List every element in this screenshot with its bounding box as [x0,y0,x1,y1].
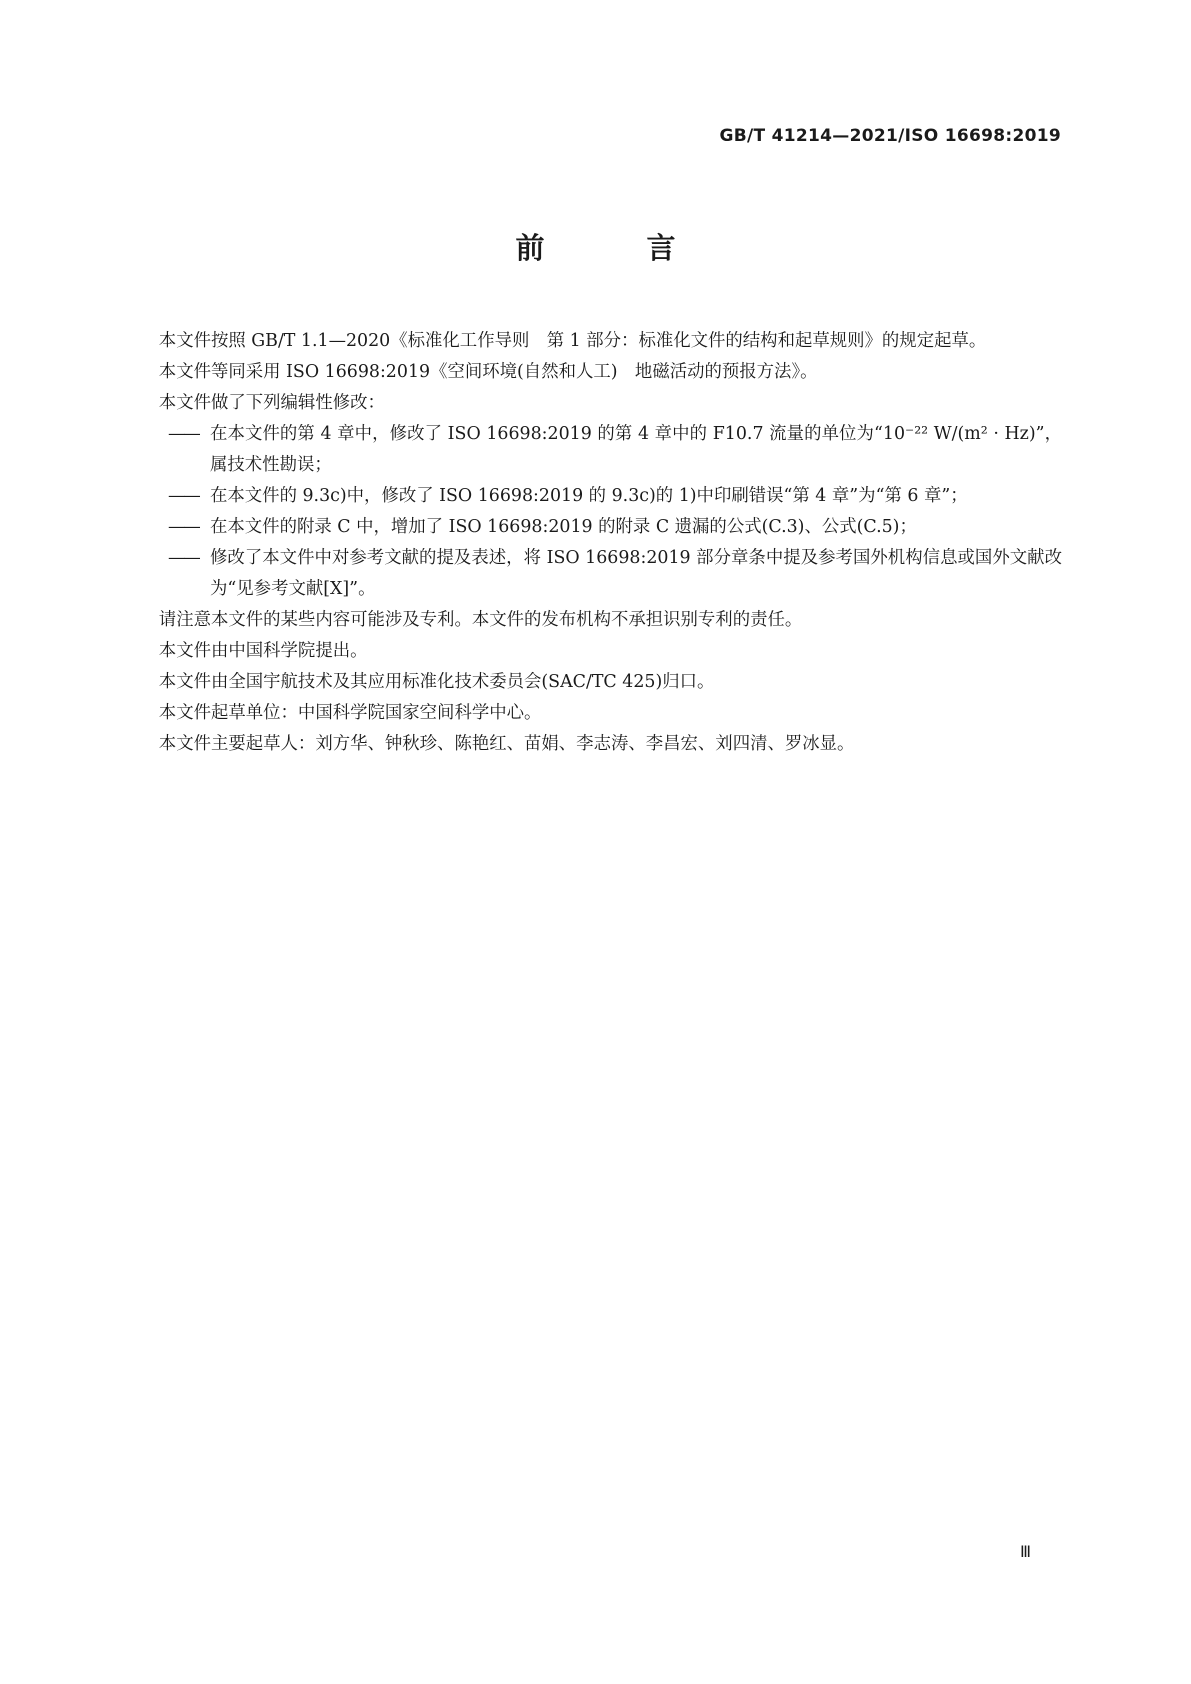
paragraph-editorial-changes: 本文件做了下列编辑性修改： [158,393,385,413]
paragraph-patent-notice: 请注意本文件的某些内容可能涉及专利。本文件的发布机构不承担识别专利的责任。 [158,610,803,630]
list-item-text: 在本文件的第 4 章中，修改了 ISO 16698:2019 的第 4 章中的 F10.7 流量的单位为“10⁻²² W/(m² · Hz)”，属技术性勘误； [210,424,1062,475]
paragraph-drafting-unit: 本文件起草单位：中国科学院国家空间科学中心。 [158,703,542,723]
standard-code: GB/T 41214—2021/ISO 16698:2019 [719,126,1061,146]
list-dash: —— [168,486,199,506]
paragraph-drafters: 本文件主要起草人：刘方华、钟秋珍、陈艳红、苗娟、李志涛、李昌宏、刘四清、罗冰显。 [158,734,855,754]
editorial-change-list [124,419,1062,605]
list-dash: —— [168,548,199,568]
foreword-body [124,326,1062,760]
paragraph-adoption: 本文件等同采用 ISO 16698:2019《空间环境(自然和人工) 地磁活动的预报方法》。 [158,362,818,382]
paragraph-technical-committee: 本文件由全国宇航技术及其应用标准化技术委员会(SAC/TC 425)归口。 [158,672,715,692]
list-dash: —— [168,517,199,537]
page-title: 前 言 [515,231,722,265]
paragraph-drafting-rules: 本文件按照 GB/T 1.1—2020《标准化工作导则 第 1 部分：标准化文件的结构和起草规则》的规定起草。 [158,331,987,351]
list-item [124,543,1062,605]
list-item [124,512,1062,543]
list-item-text: 在本文件的 9.3c)中，修改了 ISO 16698:2019 的 9.3c)的 1)中印刷错误“第 4 章”为“第 6 章”； [210,486,968,506]
page-number: Ⅲ [1020,1542,1032,1561]
list-item-text: 修改了本文件中对参考文献的提及表述，将 ISO 16698:2019 部分章条中提及参考国外机构信息或国外文献改为“见参考文献[X]”。 [210,548,1062,599]
list-dash: —— [168,424,199,444]
list-item [124,419,1062,481]
paragraph-proposer: 本文件由中国科学院提出。 [158,641,368,661]
list-item [124,481,1062,512]
list-item-text: 在本文件的附录 C 中，增加了 ISO 16698:2019 的附录 C 遗漏的公式(C.3)、公式(C.5)； [210,517,917,537]
